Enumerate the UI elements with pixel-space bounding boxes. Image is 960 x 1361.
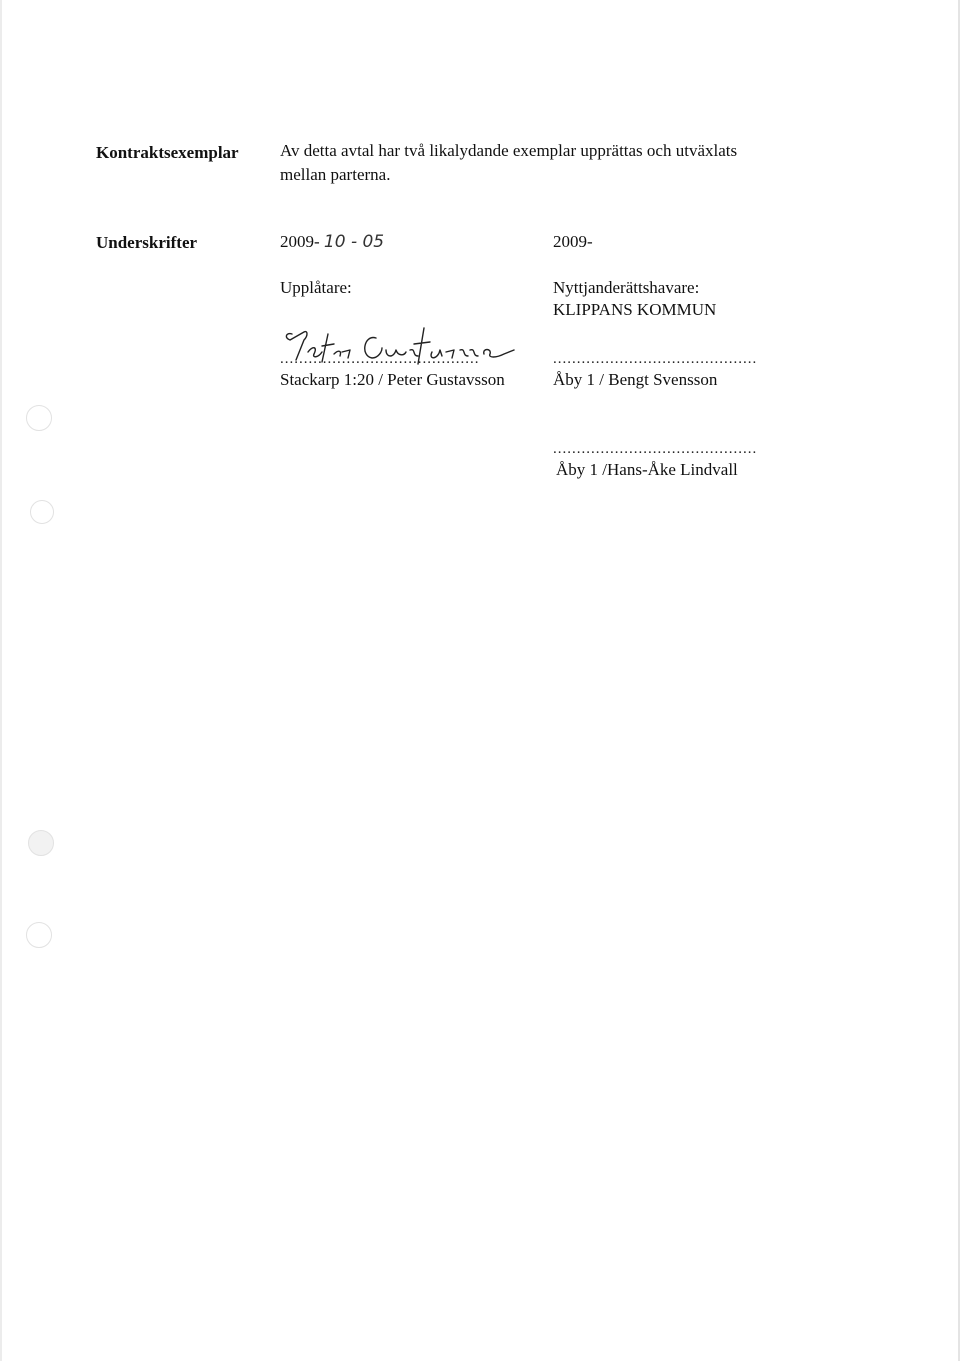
punch-hole-mark — [30, 500, 54, 524]
right-role: Nyttjanderättshavare: — [553, 278, 700, 297]
punch-hole-mark — [28, 830, 54, 856]
contract-copies-heading: Kontraktsexemplar — [96, 143, 239, 162]
right-organization: KLIPPANS KOMMUN — [553, 300, 717, 319]
left-date-handwritten: 10 - 05 — [323, 232, 385, 252]
left-signatory-name: Stackarp 1:20 / Peter Gustavsson — [280, 370, 505, 389]
contract-copies-text-line1: Av detta avtal har två likalydande exemplar upprättas och utväxlats — [280, 141, 738, 160]
left-date — [280, 230, 384, 254]
signatures-heading: Underskrifter — [96, 233, 198, 252]
contract-copies-text-line2: mellan parterna. — [280, 165, 391, 184]
right-signatory-name: Åby 1 / Bengt Svensson — [553, 370, 718, 389]
second-signature-line: ........................................... — [553, 441, 758, 457]
second-signatory-name: Åby 1 /Hans-Åke Lindvall — [556, 460, 738, 479]
left-date-printed: 2009- — [280, 232, 320, 251]
left-role: Upplåtare: — [280, 278, 352, 297]
right-signature-line: ........................................... — [553, 351, 758, 367]
left-signature-line: .......................................... — [280, 351, 480, 367]
right-date-printed: 2009- — [553, 232, 593, 251]
punch-hole-mark — [26, 405, 52, 431]
scan-edge-left — [0, 0, 2, 1361]
punch-hole-mark — [26, 922, 52, 948]
